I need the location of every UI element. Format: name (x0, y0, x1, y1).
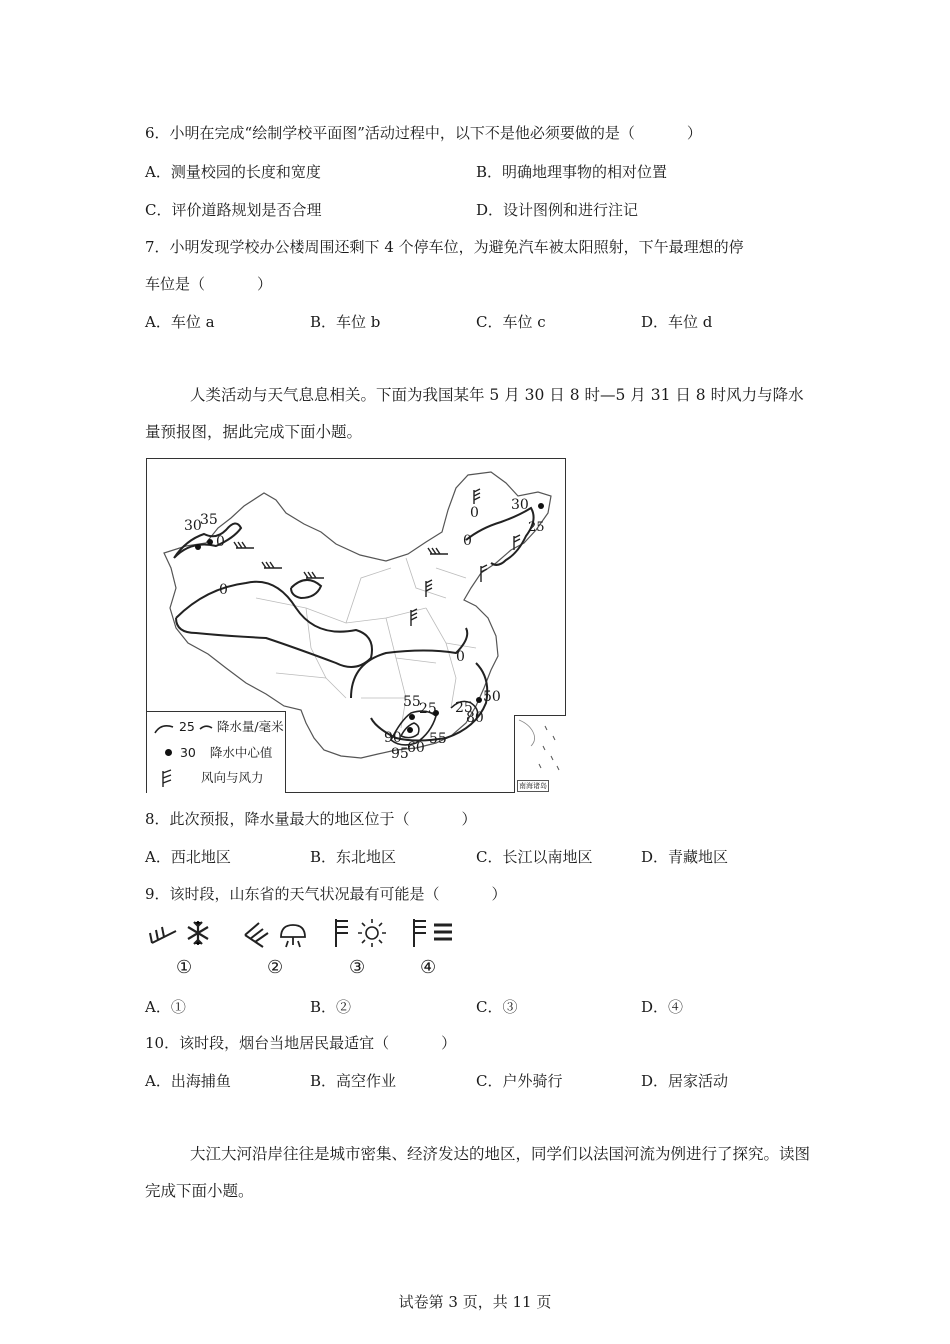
map-label-s-95: 95 (391, 746, 409, 762)
question-6-close: ） (686, 124, 702, 142)
map-label-s-90: 90 (384, 730, 402, 746)
intro-paragraph-weather (145, 377, 810, 451)
map-label-s-80: 80 (466, 710, 484, 726)
inset-label: 南海诸岛 (519, 782, 547, 790)
map-label-ne-30: 30 (511, 497, 529, 513)
q10-option-c[interactable]: C．户外骑行 (476, 1072, 563, 1090)
intro-rivers-text: 大江大河沿岸往往是城市密集、经济发达的地区，同学们以法国河流为例进行了探究。读图完成下面小题。 (145, 1145, 811, 1200)
weather-symbol-1 (148, 915, 218, 951)
symbol-num-1: ① (176, 957, 193, 978)
legend-wind-row (153, 768, 264, 789)
weather-symbol-3 (330, 915, 390, 951)
question-6-stem (145, 122, 702, 143)
sunny-icon (358, 919, 386, 947)
south-china-sea-inset (514, 715, 566, 793)
wind-barb-5 (426, 580, 432, 597)
question-9-text: 9．该时段，山东省的天气状况最有可能是（ (145, 885, 440, 903)
legend-wind-label: 风向与风力 (200, 770, 264, 785)
q6-option-b[interactable]: B．明确地理事物的相对位置 (476, 163, 668, 181)
wind-barb-7 (474, 489, 480, 504)
weather-symbol-2 (241, 915, 311, 951)
wind-barb-1 (234, 542, 254, 548)
intro-paragraph-rivers (145, 1136, 810, 1210)
q10-option-d[interactable]: D．居家活动 (641, 1072, 729, 1090)
map-label-ne-0b: 0 (463, 533, 472, 549)
province-lines (256, 558, 476, 728)
center-dot-s-c (476, 697, 482, 703)
map-label-ne-25: 25 (528, 520, 545, 535)
map-label-nw-35: 35 (200, 512, 218, 528)
question-10-stem (145, 1032, 456, 1053)
question-10-close: ） (441, 1034, 457, 1052)
map-label-w-0: 0 (219, 582, 228, 598)
legend-isoline-row (153, 717, 284, 735)
q8-option-a[interactable]: A．西北地区 (145, 848, 231, 866)
map-label-s-55b: 55 (429, 731, 447, 747)
legend-center-sample: 30 (179, 745, 196, 760)
q10-option-a[interactable]: A．出海捕鱼 (145, 1072, 231, 1090)
q7-option-b[interactable]: B．车位 b (310, 313, 381, 331)
q6-option-a[interactable]: A．测量校园的长度和宽度 (145, 163, 321, 181)
wind-barb-4 (428, 548, 448, 554)
wind-barb-2 (262, 562, 282, 568)
center-dot-icon (165, 749, 172, 756)
question-9-close: ） (491, 885, 507, 903)
legend-isoline-label: 降水量/毫米 (216, 719, 284, 734)
question-9-stem (145, 883, 507, 904)
map-label-ne-0a: 0 (470, 505, 479, 521)
q9-option-a[interactable]: A．① (145, 998, 186, 1016)
q8-option-c[interactable]: C．长江以南地区 (476, 848, 593, 866)
map-label-s-55a: 55 (403, 694, 421, 710)
question-8-text: 8．此次预报，降水量最大的地区位于（ (145, 810, 410, 828)
question-6-text: 6．小明在完成“绘制学校平面图”活动过程中，以下不是他必须要做的是（ (145, 124, 635, 142)
page-footer: 试卷第 3 页，共 11 页 (398, 1293, 552, 1311)
center-dot-nw-b (207, 539, 213, 545)
rain-shower-icon (281, 925, 305, 947)
wind-barb-icon (414, 919, 426, 947)
center-dot-ne (538, 503, 544, 509)
map-label-s-25b: 25 (455, 700, 473, 716)
symbol-num-3: ③ (349, 957, 366, 978)
intro-weather-text: 人类活动与天气息息相关。下面为我国某年 5 月 30 日 8 时—5 月 31 日 8 时风力与降水量预报图，据此完成下面小题。 (145, 386, 804, 441)
legend-center-row (153, 743, 272, 761)
wind-barb-icon (245, 923, 268, 947)
wind-barb-legend-icon (159, 769, 181, 789)
fog-icon (434, 925, 452, 939)
q7-option-c[interactable]: C．车位 c (476, 313, 546, 331)
q8-option-b[interactable]: B．东北地区 (310, 848, 397, 866)
isoline-legend-icon (153, 721, 175, 735)
wind-barb-icon (150, 927, 176, 943)
question-7-text: 车位是（ (145, 275, 206, 293)
q8-option-d[interactable]: D．青藏地区 (641, 848, 729, 866)
wind-barb-icon (336, 919, 348, 947)
isoline-mid-0 (291, 580, 321, 598)
q9-option-d[interactable]: D．④ (641, 998, 684, 1016)
wind-barb-9 (481, 565, 487, 582)
question-7-stem-line1: 7．小明发现学校办公楼周围还剩下 4 个停车位，为避免汽车被太阳照射，下午最理想的停 (145, 238, 744, 256)
inset-islands-svg (515, 716, 565, 778)
center-dot-nw-a (195, 544, 201, 550)
q10-option-b[interactable]: B．高空作业 (310, 1072, 397, 1090)
snowflake-icon (188, 921, 208, 945)
map-legend (147, 711, 286, 793)
map-label-s-50: 50 (483, 689, 501, 705)
map-label-e-0: 0 (456, 649, 465, 665)
map-label-nw-30: 30 (184, 518, 202, 534)
question-8-stem (145, 808, 477, 829)
q9-option-b[interactable]: B．② (310, 998, 352, 1016)
map-label-s-60: 60 (407, 740, 425, 756)
isoline-legend-tail-icon (199, 721, 213, 735)
isoline-west-0 (176, 582, 372, 667)
q7-option-d[interactable]: D．车位 d (641, 313, 713, 331)
symbol-num-2: ② (267, 957, 284, 978)
wind-barb-3 (304, 572, 324, 578)
legend-isoline-sample: 25 (178, 719, 195, 734)
q7-option-a[interactable]: A．车位 a (145, 313, 215, 331)
q6-option-c[interactable]: C．评价道路规划是否合理 (145, 201, 322, 219)
question-7-stem-line2 (145, 273, 272, 294)
map-label-nw-0: 0 (216, 534, 225, 550)
question-10-text: 10．该时段，烟台当地居民最适宜（ (145, 1034, 390, 1052)
symbol-num-4: ④ (420, 957, 437, 978)
question-7-close: ） (257, 275, 273, 293)
q6-option-d[interactable]: D．设计图例和进行注记 (476, 201, 639, 219)
weather-symbol-4 (408, 915, 468, 951)
map-label-s-25a: 25 (419, 701, 437, 717)
legend-center-label: 降水中心值 (209, 745, 273, 760)
center-dot-s-d (407, 727, 413, 733)
question-8-close: ） (461, 810, 477, 828)
q9-option-c[interactable]: C．③ (476, 998, 518, 1016)
center-dot-s-a (409, 714, 415, 720)
wind-barb-6 (411, 609, 417, 626)
